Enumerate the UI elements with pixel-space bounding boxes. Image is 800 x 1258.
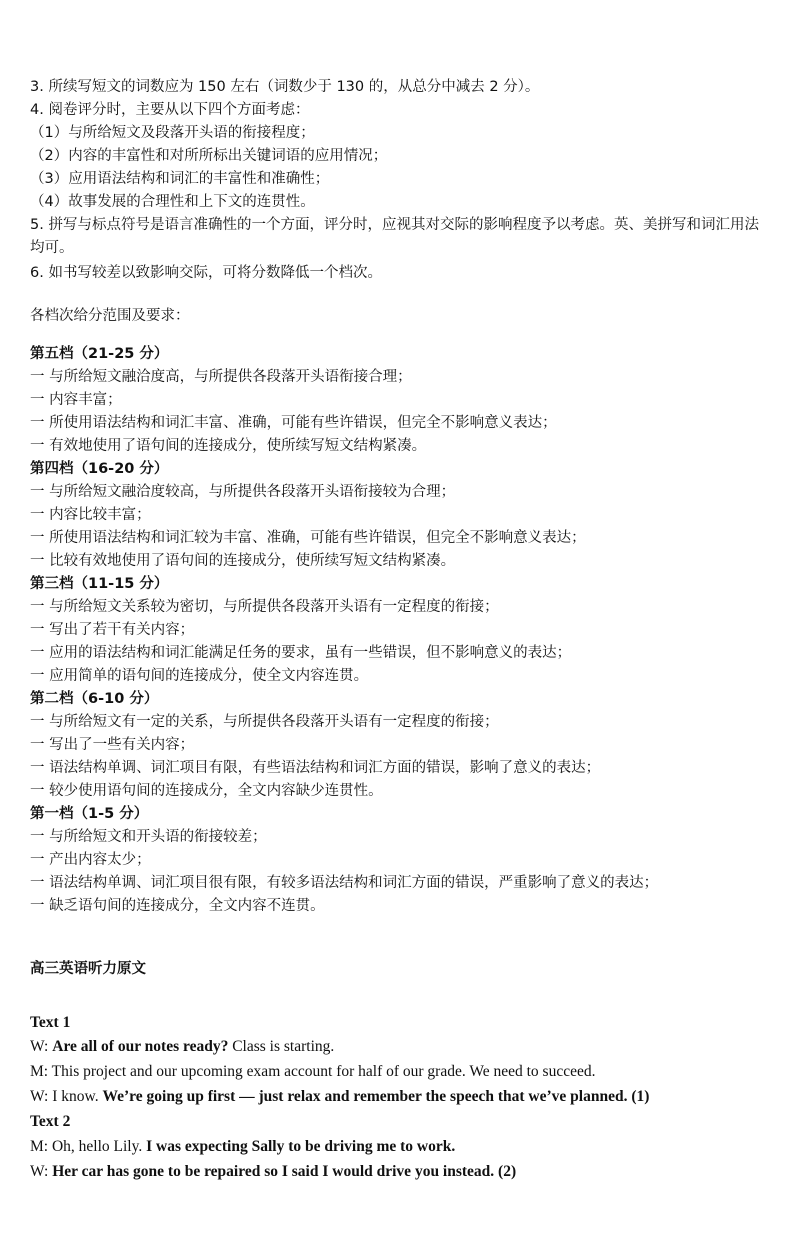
text-2-title: Text 2 [30, 1113, 71, 1130]
level-1-item: 一 缺乏语句间的连接成分，全文内容不连贯。 [30, 898, 325, 914]
rule-3: 3. 所续写短文的词数应为 150 左右（词数少于 130 的，从总分中减去 2 分）。 [30, 79, 540, 95]
grading-intro: 各档次给分范围及要求： [30, 308, 190, 324]
level-1-item: 一 与所给短文和开头语的衔接较差； [30, 829, 267, 845]
rule-6: 6. 如书写较差以致影响交际，可将分数降低一个档次。 [30, 265, 382, 281]
plain-text: I know. [52, 1088, 103, 1105]
level-2-item: 一 与所给短文有一定的关系，与所提供各段落开头语有一定程度的衔接； [30, 714, 499, 730]
dialogue-line: M: This project and our upcoming exam account for half of our grade. We need to succeed. [30, 1063, 596, 1080]
speaker-label: W: [30, 1038, 53, 1055]
plain-text: Class is starting. [228, 1038, 335, 1055]
level-5-item: 一 所使用语法结构和词汇丰富、准确，可能有些许错误，但完全不影响意义表达； [30, 415, 557, 431]
speaker-label: M: [30, 1138, 52, 1155]
dialogue-line [30, 1036, 334, 1058]
highlighted-text: I was expecting Sally to be driving me to work. [146, 1138, 456, 1155]
level-5-title: 第五档（21-25 分） [30, 346, 169, 362]
listening-title: 高三英语听力原文 [30, 961, 146, 977]
plain-text: Oh, hello Lily. [51, 1138, 147, 1155]
level-5-item: 一 有效地使用了语句间的连接成分，使所续写短文结构紧凑。 [30, 438, 427, 454]
dialogue-line [30, 1086, 649, 1108]
level-3-title: 第三档（11-15 分） [30, 576, 169, 592]
text-1-title: Text 1 [30, 1014, 71, 1031]
level-4-item: 一 所使用语法结构和词汇较为丰富、准确，可能有些许错误，但完全不影响意义表达； [30, 530, 586, 546]
level-5-item: 一 内容丰富； [30, 392, 122, 408]
highlighted-text: We’re going up first — just relax and remember the speech that we’ve planned. (1) [102, 1088, 650, 1105]
level-4-item: 一 内容比较丰富； [30, 507, 151, 523]
level-3-item: 一 与所给短文关系较为密切，与所提供各段落开头语有一定程度的衔接； [30, 599, 499, 615]
level-4-title: 第四档（16-20 分） [30, 461, 169, 477]
level-4-item: 一 与所给短文融洽度较高，与所提供各段落开头语衔接较为合理； [30, 484, 456, 500]
level-2-item: 一 较少使用语句间的连接成分，全文内容缺少连贯性。 [30, 783, 383, 799]
rule-4-3: （3）应用语法结构和词汇的丰富性和准确性； [30, 171, 330, 187]
level-1-item: 一 语法结构单调、词汇项目很有限，有较多语法结构和词汇方面的错误，严重影响了意义的表达； [30, 875, 659, 891]
speaker-label: W: [30, 1088, 53, 1105]
rule-4-4: （4）故事发展的合理性和上下文的连贯性。 [30, 194, 315, 210]
level-2-item: 一 写出了一些有关内容； [30, 737, 195, 753]
level-1-title: 第一档（1-5 分） [30, 806, 149, 822]
rule-4-2: （2）内容的丰富性和对所所标出关键词语的应用情况； [30, 148, 388, 164]
level-2-title: 第二档（6-10 分） [30, 691, 159, 707]
highlighted-text: Are all of our notes ready? [52, 1038, 229, 1055]
dialogue-line [30, 1136, 455, 1158]
level-2-item: 一 语法结构单调、词汇项目有限，有些语法结构和词汇方面的错误，影响了意义的表达； [30, 760, 601, 776]
level-3-item: 一 写出了若干有关内容； [30, 622, 195, 638]
rule-4: 4. 阅卷评分时，主要从以下四个方面考虑： [30, 102, 310, 118]
level-4-item: 一 比较有效地使用了语句间的连接成分，使所续写短文结构紧凑。 [30, 553, 456, 569]
highlighted-text: Her car has gone to be repaired so I said I would drive you instead. (2) [52, 1163, 517, 1180]
level-1-item: 一 产出内容太少； [30, 852, 151, 868]
rule-4-1: （1）与所给短文及段落开头语的衔接程度； [30, 125, 315, 141]
speaker-label: W: [30, 1163, 53, 1180]
level-3-item: 一 应用的语法结构和词汇能满足任务的要求，虽有一些错误，但不影响意义的表达； [30, 645, 572, 661]
rule-5: 5. 拼写与标点符号是语言准确性的一个方面，评分时，应视其对交际的影响程度予以考虑。英、美拼写和词汇用法均可。 [30, 217, 759, 256]
dialogue-line [30, 1161, 516, 1183]
level-3-item: 一 应用简单的语句间的连接成分，使全文内容连贯。 [30, 668, 369, 684]
level-5-item: 一 与所给短文融洽度高，与所提供各段落开头语衔接合理； [30, 369, 412, 385]
